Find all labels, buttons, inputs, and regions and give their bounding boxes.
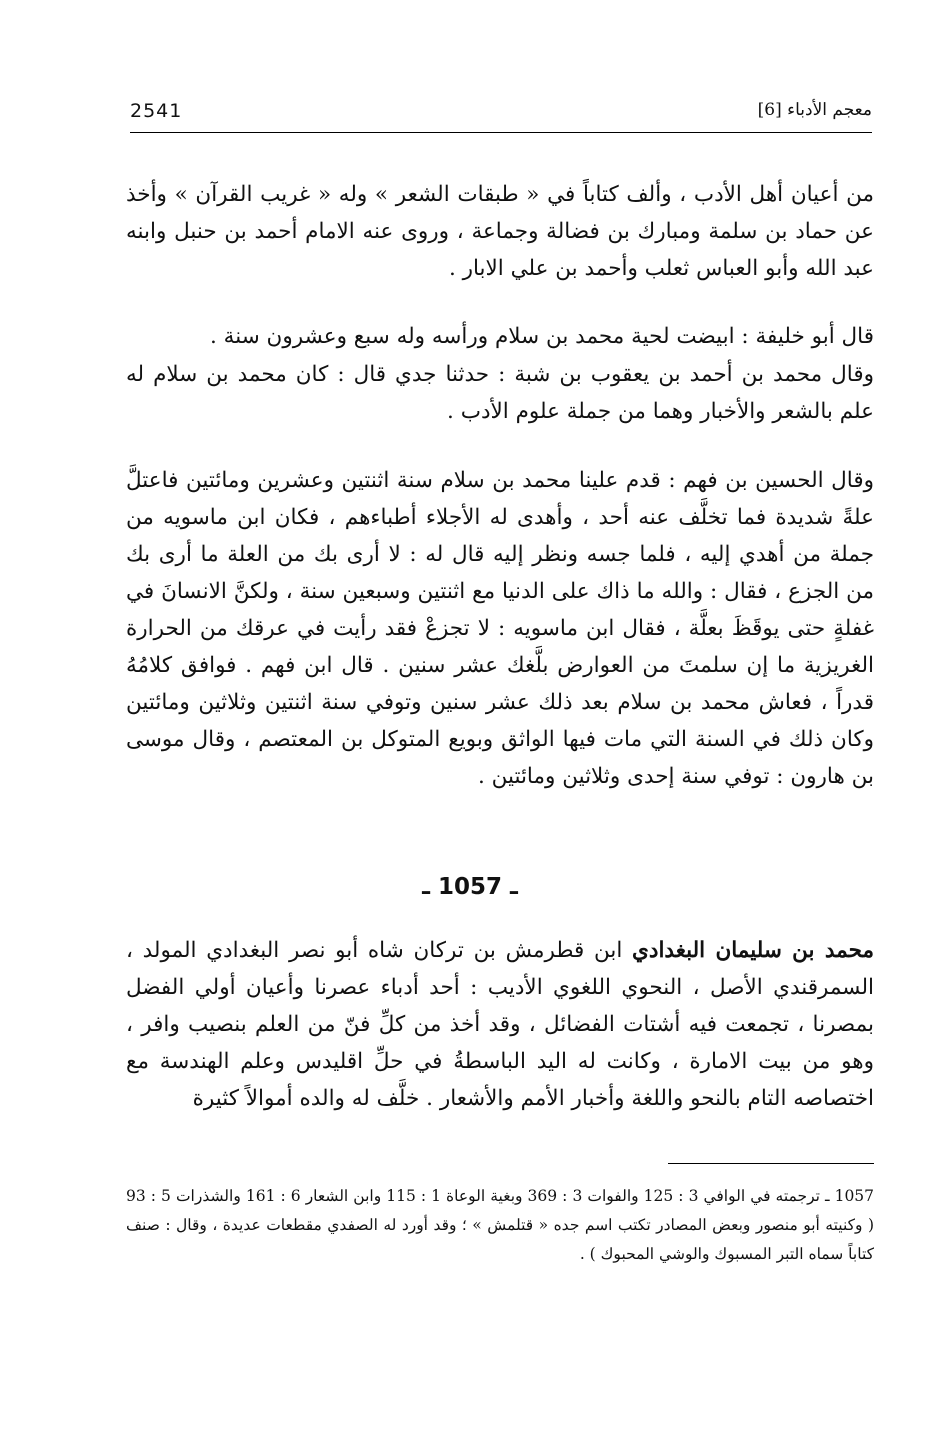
page-header	[130, 92, 872, 132]
paragraph-4: وقال الحسين بن فهم : قدم علينا محمد بن سلام سنة اثنتين وعشرين ومائتين فاعتلَّ علةً شديدة فما تخلَّف عنه أحد ، وأهدى له الأجلاء أطباءهم ، فكان ابن ماسويه من جملة من أهدي إليه ، فلما جسه ونظر إليه قال له : لا أرى بك من العلة ما أرى بك من الجزع ، فقال : والله ما ذاك على الدنيا مع اثنتين وسبعين سنة ، ولكنَّ الانسانَ في غفلةٍ حتى يوقَظَ بعلَّة ، فقال ابن ماسويه : لا تجزعْ فقد رأيت في عرقك من الحرارة الغريزية ما إن سلمتَ من العوارض بلَّغك عشر سنين . قال ابن فهم . فوافق كلامُهُ قدراً ، فعاش محمد بن سلام بعد ذلك عشر سنين وتوفي سنة اثنتين وثلاثين ومائتين وكان ذلك في السنة التي مات فيها الواثق وبويع المتوكل بن المعتصم ، وقال موسى بن هارون : توفي سنة إحدى وثلاثين ومائتين .	[126, 468, 874, 789]
paragraph-3: وقال محمد بن أحمد بن يعقوب بن شبة : حدثنا جدي قال : كان محمد بن سلام له علم بالشعر والأخبار وهما من جملة علوم الأدب .	[126, 362, 874, 424]
paragraph-2: قال أبو خليفة : ابيضت لحية محمد بن سلام ورأسه وله سبع وعشرون سنة .	[210, 324, 874, 349]
footnote-rule	[668, 1163, 874, 1164]
footnote: 1057 ـ ترجمته في الوافي 3 : 125 والفوات 3 : 369 وبغية الوعاة 1 : 115 وابن الشعار 6 : 161 والشذرات 5 : 93 ( وكنيته أبو منصور وبعض المصادر تكتب اسم جده « قتلمش » ؛ وقد أورد له الصفدي مقطعات عديدة ، وقال : صنف كتاباً سماه التبر المسبوك والوشي المحبوك ) .	[126, 1187, 875, 1263]
entry-number: ـ 1057 ـ	[422, 874, 518, 900]
paragraph-1: من أعيان أهل الأدب ، وألف كتاباً في « طبقات الشعر » وله « غريب القرآن » وأخذ عن حماد بن سلمة ومبارك بن فضالة وجماعة ، وروى عنه الامام أحمد بن حنبل وابنه عبد الله وأبو العباس ثعلب وأحمد بن علي الابار .	[126, 182, 874, 281]
entry-paragraph	[126, 932, 874, 1117]
entry-name: محمد بن سليمان البغدادي	[632, 938, 874, 963]
running-head: معجم الأدباء [6]	[757, 100, 872, 120]
entry-text: ابن قطرمش بن تركان شاه أبو نصر البغدادي المولد ، السمرقندي الأصل ، النحوي اللغوي الأديب : أحد أدباء عصرنا وأعيان أولي الفضل بمصرنا ، تجمعت فيه أشتات الفضائل ، وقد أخذ من كلِّ فنّ من العلم بنصيب وافر ، وهو من بيت الامارة ، وكانت له اليد الباسطةُ في حلِّ اقليدس وعلم الهندسة مع اختصاصه التام بالنحو واللغة وأخبار الأمم والأشعار . خلَّف له والده أموالاً كثيرة	[126, 938, 874, 1111]
page-number: 2541	[130, 100, 183, 122]
header-rule	[130, 132, 872, 133]
